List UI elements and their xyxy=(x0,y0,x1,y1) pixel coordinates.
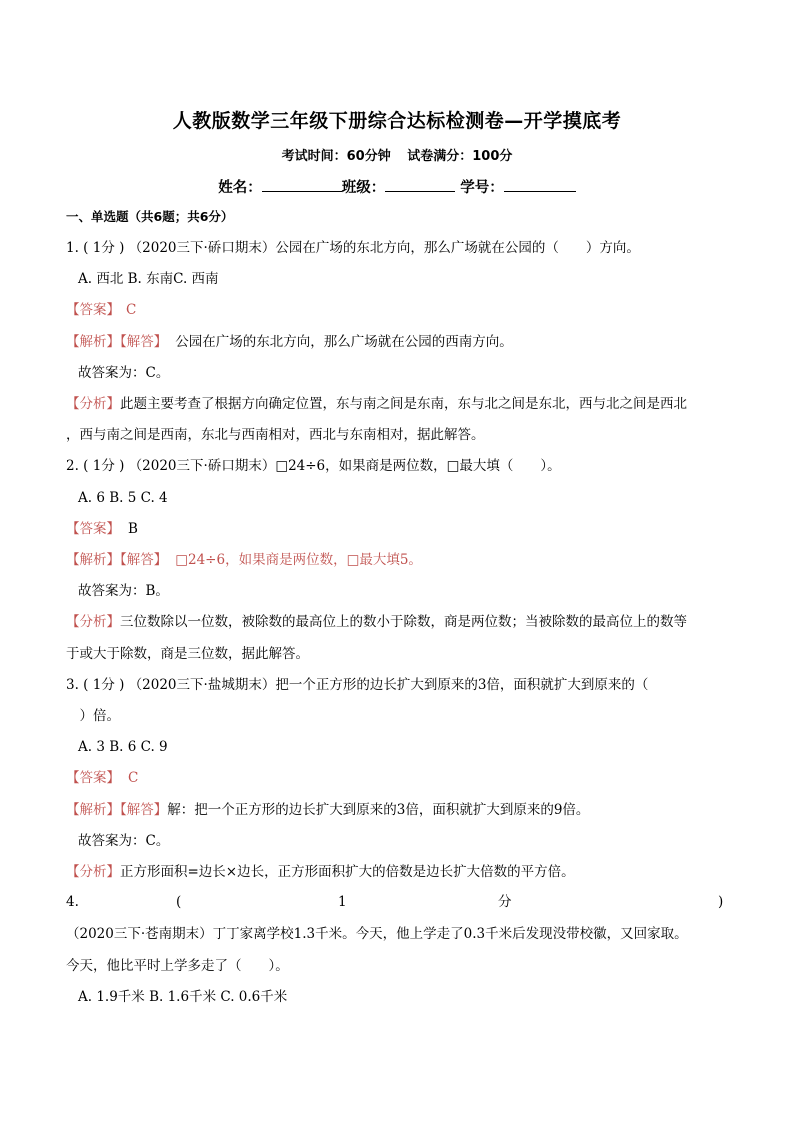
q1-analysis-text: 此题主要考查了根据方向确定位置，东与南之间是东南，东与北之间是东北，西与北之间是西北 xyxy=(120,396,687,412)
answer-label: 【答案】 xyxy=(66,770,120,786)
q3-solution-row xyxy=(66,801,589,819)
q1-analysis-cont: ，西与南之间是西南，东北与西南相对，西北与东南相对，据此解答。 xyxy=(66,427,485,443)
q3-options: A. 3 B. 6 C. 9 xyxy=(78,739,168,755)
q3-analysis-row xyxy=(66,863,575,881)
q2-solution: □24÷6，如果商是两位数，□最大填5。 xyxy=(175,552,422,568)
q4-header xyxy=(66,893,726,911)
analysis-label: 【解析】 xyxy=(66,802,120,818)
answer-label: 【答案】 xyxy=(66,302,120,318)
analysis-label: 【解析】 xyxy=(66,334,120,350)
q1-conclusion: 故答案为：C。 xyxy=(78,365,170,381)
class-label: 班级： xyxy=(341,180,386,196)
fenxi-label: 【分析】 xyxy=(66,614,120,630)
q2-analysis-cont: 于或大于除数，商是三位数，据此解答。 xyxy=(66,646,309,662)
q1-stem: 1. ( 1分 ) （2020三下·硚口期末）公园在广场的东北方向，那么广场就在公园的（ ）方向。 xyxy=(66,240,640,256)
name-field[interactable] xyxy=(262,177,342,192)
q4-stem-cont: 今天，他比平时上学多走了（ ）。 xyxy=(66,958,289,974)
q1-solution: 公园在广场的东北方向，那么广场就在公园的西南方向。 xyxy=(175,334,513,350)
q3-conclusion: 故答案为：C。 xyxy=(78,833,170,849)
q1-answer-row xyxy=(66,301,136,319)
section-heading: 一、单选题（共6题；共6分） xyxy=(66,209,234,224)
q2-options: A. 6 B. 5 C. 4 xyxy=(78,490,168,506)
q2-answer-row xyxy=(66,520,138,538)
exam-meta xyxy=(0,145,794,164)
q4-options: A. 1.9千米 B. 1.6千米 C. 0.6千米 xyxy=(78,989,288,1005)
fenxi-label: 【分析】 xyxy=(66,864,120,880)
solution-label: 【解答】 xyxy=(120,552,168,568)
q2-conclusion: 故答案为：B。 xyxy=(78,583,169,599)
exam-score: 试卷满分：100分 xyxy=(407,149,513,164)
q4-stem: （2020三下·苍南期末）丁丁家离学校1.3千米。今天，他上学走了0.3千米后发现没带校徽，又回家取。 xyxy=(66,926,688,942)
q4-number: 4. xyxy=(66,894,79,910)
q4-points-unit: 分 xyxy=(498,894,512,910)
q2-solution-row xyxy=(66,551,422,569)
q4-points: 1 xyxy=(338,894,347,910)
id-field[interactable] xyxy=(504,177,576,192)
q2-analysis-text: 三位数除以一位数，被除数的最高位上的数小于除数，商是两位数；当被除数的最高位上的数等 xyxy=(120,614,687,630)
exam-time: 考试时间：60分钟 xyxy=(281,149,391,164)
q2-analysis-row xyxy=(66,613,687,631)
class-field[interactable] xyxy=(385,177,455,192)
fenxi-label: 【分析】 xyxy=(66,396,120,412)
analysis-label: 【解析】 xyxy=(66,552,120,568)
q1-answer: C xyxy=(126,302,137,318)
q3-stem: 3. ( 1分 ) （2020三下·盐城期末）把一个正方形的边长扩大到原来的3倍，面积就扩大到原来的（ xyxy=(66,677,649,693)
q2-answer: B xyxy=(128,521,138,537)
q1-solution-row xyxy=(66,333,513,351)
q1-analysis-row xyxy=(66,395,687,413)
exam-title: 人教版数学三年级下册综合达标检测卷—开学摸底考 xyxy=(172,110,622,132)
q4-open-paren: ( xyxy=(176,894,182,910)
answer-label: 【答案】 xyxy=(66,521,120,537)
q1-options: A. 西北 B. 东南C. 西南 xyxy=(78,271,219,287)
q3-answer: C xyxy=(128,770,139,786)
q3-answer-row xyxy=(66,769,138,787)
solution-label: 【解答】 xyxy=(120,802,168,818)
id-label: 学号： xyxy=(460,180,504,196)
solution-label: 【解答】 xyxy=(120,334,168,350)
q3-stem-cont: ）倍。 xyxy=(66,708,120,724)
q2-stem: 2. ( 1分 ) （2020三下·硚口期末）□24÷6，如果商是两位数，□最大填（ ）。 xyxy=(66,458,561,474)
q4-close-paren: ) xyxy=(718,894,724,910)
q3-analysis-text: 正方形面积=边长×边长，正方形面积扩大的倍数是边长扩大倍数的平方倍。 xyxy=(120,864,575,880)
student-info xyxy=(0,176,794,197)
q3-solution: 解：把一个正方形的边长扩大到原来的3倍，面积就扩大到原来的9倍。 xyxy=(167,802,590,818)
name-label: 姓名： xyxy=(218,180,262,196)
